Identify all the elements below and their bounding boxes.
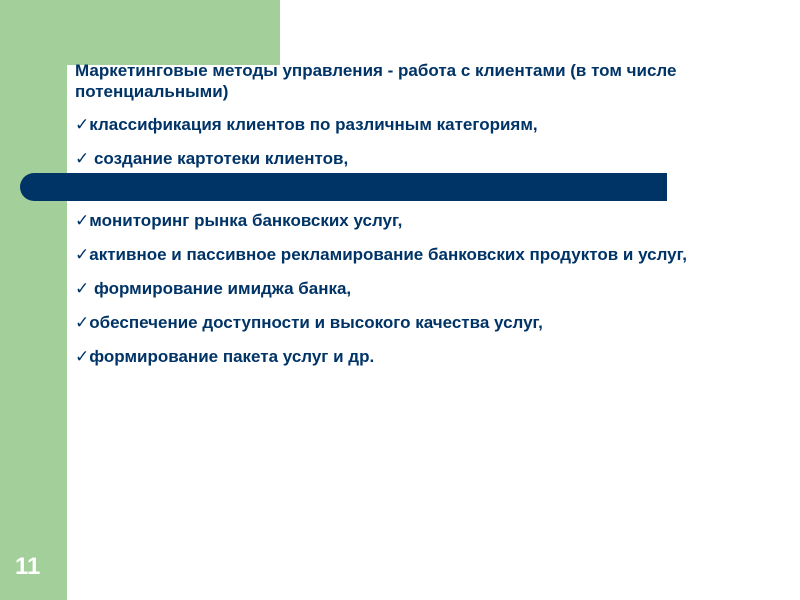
slide-body xyxy=(75,60,740,380)
bullet-item xyxy=(75,346,740,367)
bullet-item xyxy=(75,114,740,135)
checkmark-icon: ✓ xyxy=(75,115,90,134)
left-green-strip xyxy=(0,0,67,600)
bullet-text: создание картотеки клиентов, xyxy=(89,149,349,168)
bullet-text: формирование имиджа банка, xyxy=(89,279,352,298)
navy-divider-bar xyxy=(20,173,667,201)
bullet-text: активное и пассивное рекламирование банковских продуктов и услуг, xyxy=(89,245,687,264)
bullet-item xyxy=(75,278,740,299)
checkmark-icon: ✓ xyxy=(75,313,90,332)
checkmark-icon: ✓ xyxy=(75,149,90,168)
checkmark-icon: ✓ xyxy=(75,211,90,230)
bullet-item xyxy=(75,312,740,333)
checkmark-icon: ✓ xyxy=(75,347,90,366)
bullet-text: мониторинг рынка банковских услуг, xyxy=(89,211,403,230)
top-green-block xyxy=(67,0,280,65)
bullet-item xyxy=(75,148,740,169)
bullet-text: классификация клиентов по различным категориям, xyxy=(89,115,538,134)
intro-text: Маркетинговые методы управления - работа с клиентами (в том числе потенциальными) xyxy=(75,61,677,101)
bullet-item xyxy=(75,210,740,231)
bullet-text: формирование пакета услуг и др. xyxy=(89,347,375,366)
slide-number: 11 xyxy=(15,553,41,580)
bullet-text: обеспечение доступности и высокого качества услуг, xyxy=(89,313,543,332)
checkmark-icon: ✓ xyxy=(75,279,90,298)
bullet-item xyxy=(75,244,740,265)
checkmark-icon: ✓ xyxy=(75,245,90,264)
